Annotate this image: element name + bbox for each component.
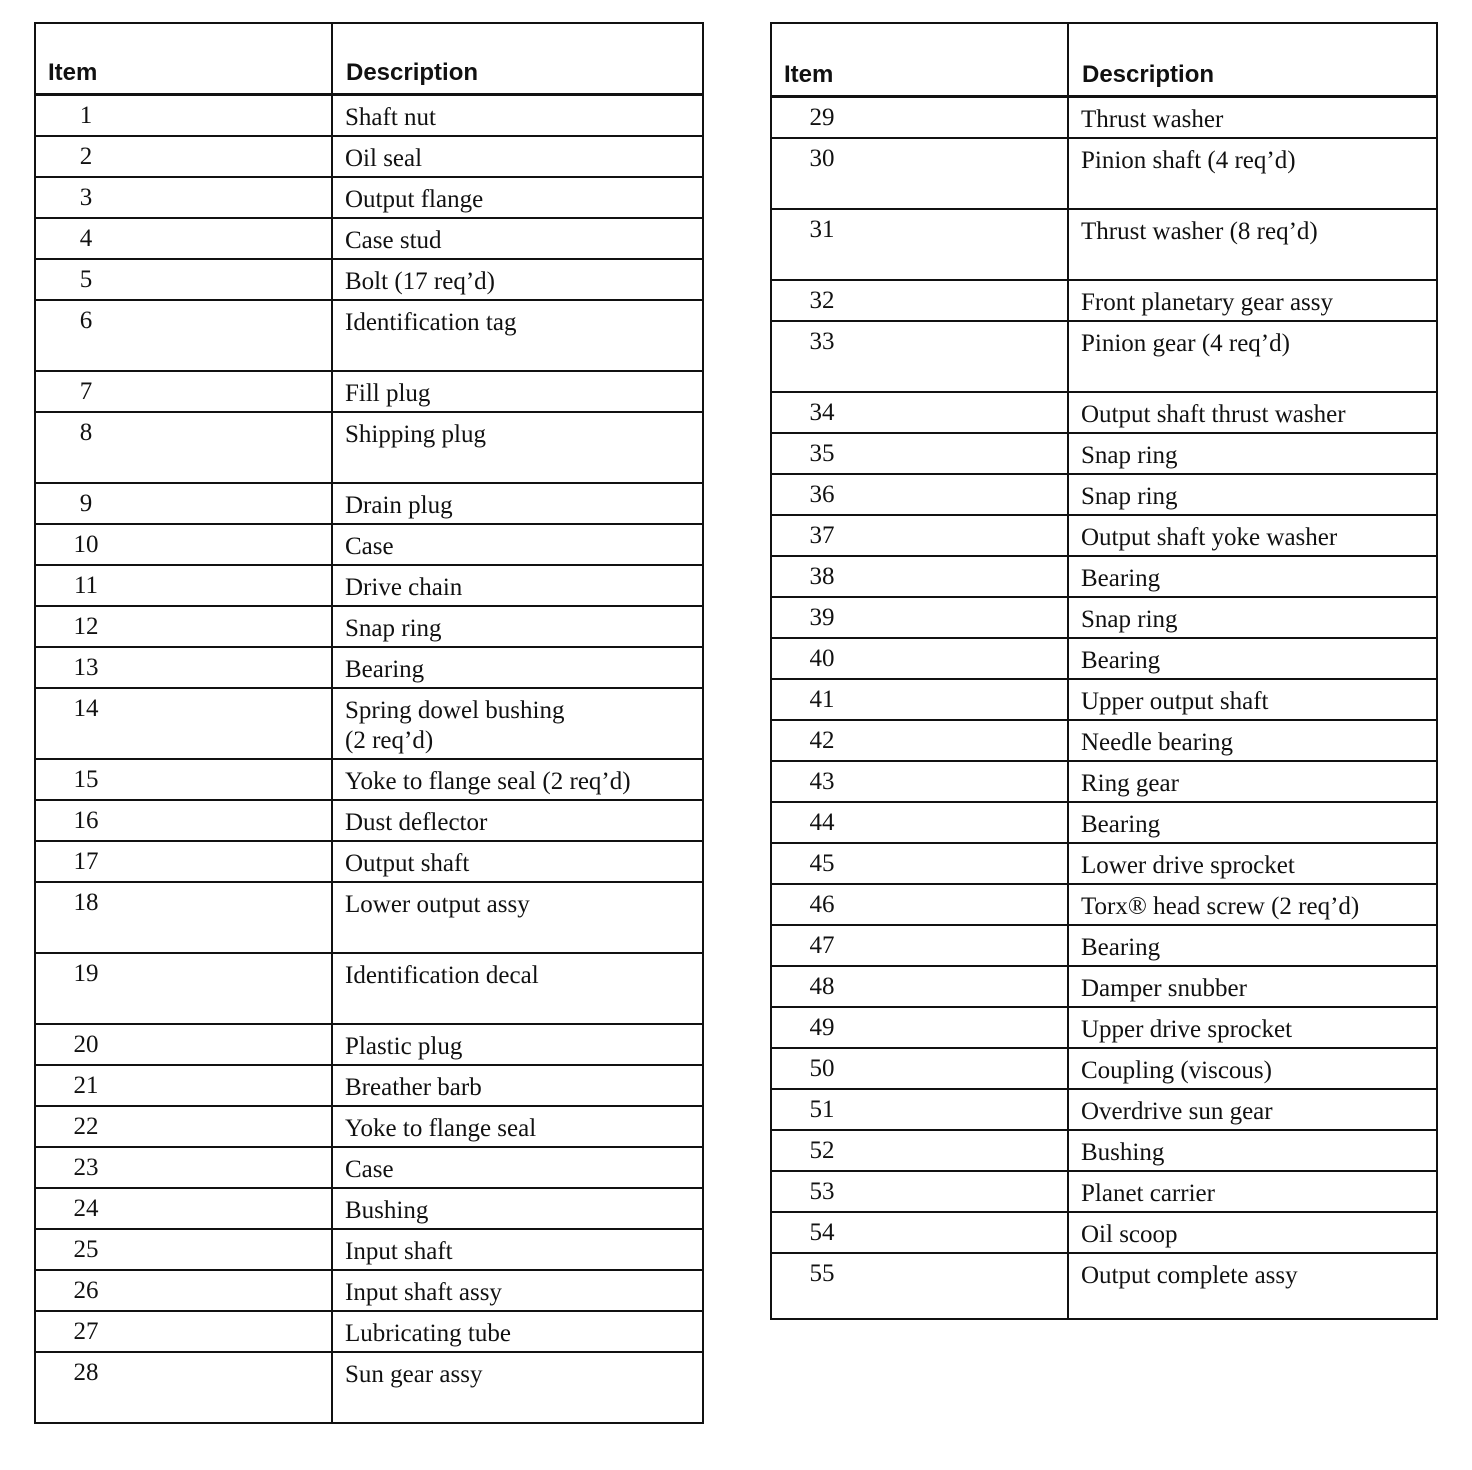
description-column-header: Description xyxy=(1082,61,1215,88)
table-row xyxy=(772,210,1436,281)
item-number: 13 xyxy=(73,654,99,681)
item-number: 42 xyxy=(809,727,835,754)
item-number: 39 xyxy=(809,604,835,631)
item-number: 18 xyxy=(73,889,99,916)
item-description: Bushing xyxy=(345,1197,429,1224)
table-row xyxy=(36,1312,702,1353)
item-description: Drain plug xyxy=(345,492,453,519)
item-description: Shaft nut xyxy=(345,104,436,131)
item-number: 2 xyxy=(79,143,93,170)
item-description: Snap ring xyxy=(1081,606,1178,633)
item-number: 10 xyxy=(73,531,99,558)
item-description: Output shaft yoke washer xyxy=(1081,524,1338,551)
item-description: Overdrive sun gear xyxy=(1081,1098,1273,1125)
item-number: 22 xyxy=(73,1113,99,1140)
item-description: Planet carrier xyxy=(1081,1180,1215,1207)
item-number: 30 xyxy=(809,145,835,172)
item-number: 31 xyxy=(809,216,835,243)
item-description: Thrust washer xyxy=(1081,106,1224,133)
item-description: Upper output shaft xyxy=(1081,688,1269,715)
item-description: Bearing xyxy=(1081,934,1161,961)
table-row xyxy=(772,434,1436,475)
table-row xyxy=(772,639,1436,680)
table-row xyxy=(36,689,702,760)
table-row xyxy=(36,1271,702,1312)
item-description: Bushing xyxy=(1081,1139,1165,1166)
item-number: 4 xyxy=(79,225,93,252)
table-row xyxy=(772,98,1436,139)
table-row xyxy=(36,1066,702,1107)
item-description: Output complete assy xyxy=(1081,1262,1298,1289)
item-number: 53 xyxy=(809,1178,835,1205)
item-description: Bearing xyxy=(1081,811,1161,838)
item-description: Needle bearing xyxy=(1081,729,1234,756)
item-number: 7 xyxy=(79,378,93,405)
table-row xyxy=(772,1131,1436,1172)
item-description: Yoke to flange seal xyxy=(345,1115,537,1142)
table-row xyxy=(772,139,1436,210)
table-row xyxy=(36,484,702,525)
table-body xyxy=(772,98,1436,1325)
table-row xyxy=(36,260,702,301)
item-number: 38 xyxy=(809,563,835,590)
table-row xyxy=(36,1148,702,1189)
item-number: 25 xyxy=(73,1236,99,1263)
item-description: Bearing xyxy=(345,656,425,683)
description-column-header: Description xyxy=(346,59,479,86)
item-number: 15 xyxy=(73,766,99,793)
item-description: Case xyxy=(345,533,394,560)
table-row xyxy=(772,680,1436,721)
item-number: 14 xyxy=(73,695,99,722)
item-column-header: Item xyxy=(48,59,98,86)
item-number: 23 xyxy=(73,1154,99,1181)
table-header xyxy=(36,22,702,96)
item-description: Pinion gear (4 req’d) xyxy=(1081,330,1290,357)
table-row xyxy=(772,322,1436,393)
table-row xyxy=(772,1254,1436,1325)
parts-table-left xyxy=(34,22,704,1424)
item-number: 40 xyxy=(809,645,835,672)
table-row xyxy=(36,1189,702,1230)
table-row xyxy=(772,721,1436,762)
item-number: 34 xyxy=(809,399,835,426)
table-row xyxy=(36,1025,702,1066)
table-row xyxy=(36,954,702,1025)
table-row xyxy=(772,281,1436,322)
item-description: Snap ring xyxy=(1081,483,1178,510)
item-number: 46 xyxy=(809,891,835,918)
table-row xyxy=(772,516,1436,557)
item-description: Bolt (17 req’d) xyxy=(345,268,495,295)
item-description: Identification decal xyxy=(345,962,539,989)
item-number: 21 xyxy=(73,1072,99,1099)
item-number: 5 xyxy=(79,266,93,293)
item-number: 20 xyxy=(73,1031,99,1058)
item-number: 49 xyxy=(809,1014,835,1041)
item-description: Fill plug xyxy=(345,380,431,407)
item-description: Output shaft thrust washer xyxy=(1081,401,1346,428)
item-description: Spring dowel bushing (2 req’d) xyxy=(345,697,565,754)
item-description: Case xyxy=(345,1156,394,1183)
item-description: Bearing xyxy=(1081,565,1161,592)
item-column-header: Item xyxy=(784,61,834,88)
table-row xyxy=(36,178,702,219)
item-number: 55 xyxy=(809,1260,835,1287)
item-description: Snap ring xyxy=(345,615,442,642)
table-row xyxy=(772,926,1436,967)
table-row xyxy=(36,760,702,801)
item-number: 6 xyxy=(79,307,93,334)
table-row xyxy=(772,1049,1436,1090)
item-description: Snap ring xyxy=(1081,442,1178,469)
table-row xyxy=(36,607,702,648)
item-description: Plastic plug xyxy=(345,1033,463,1060)
item-number: 41 xyxy=(809,686,835,713)
item-number: 44 xyxy=(809,809,835,836)
table-row xyxy=(772,762,1436,803)
table-row xyxy=(772,885,1436,926)
table-row xyxy=(36,413,702,484)
table-row xyxy=(36,1353,702,1424)
item-number: 3 xyxy=(79,184,93,211)
item-description: Yoke to flange seal (2 req’d) xyxy=(345,768,631,795)
item-number: 32 xyxy=(809,287,835,314)
table-row xyxy=(772,557,1436,598)
item-description: Oil seal xyxy=(345,145,423,172)
table-header xyxy=(772,22,1436,98)
table-row xyxy=(36,883,702,954)
table-row xyxy=(772,393,1436,434)
table-row xyxy=(772,967,1436,1008)
item-number: 45 xyxy=(809,850,835,877)
item-number: 47 xyxy=(809,932,835,959)
item-number: 12 xyxy=(73,613,99,640)
item-number: 48 xyxy=(809,973,835,1000)
item-description: Identification tag xyxy=(345,309,517,336)
item-description: Output flange xyxy=(345,186,484,213)
item-number: 24 xyxy=(73,1195,99,1222)
item-number: 11 xyxy=(73,572,99,599)
item-number: 29 xyxy=(809,104,835,131)
item-description: Lower drive sprocket xyxy=(1081,852,1295,879)
item-number: 1 xyxy=(79,102,93,129)
item-number: 36 xyxy=(809,481,835,508)
item-description: Lower output assy xyxy=(345,891,530,918)
table-body xyxy=(36,96,702,1424)
item-number: 37 xyxy=(809,522,835,549)
item-description: Input shaft assy xyxy=(345,1279,502,1306)
item-description: Sun gear assy xyxy=(345,1361,483,1388)
item-number: 54 xyxy=(809,1219,835,1246)
table-row xyxy=(36,96,702,137)
item-description: Output shaft xyxy=(345,850,470,877)
table-row xyxy=(36,842,702,883)
table-row xyxy=(772,1213,1436,1254)
item-number: 50 xyxy=(809,1055,835,1082)
item-description: Drive chain xyxy=(345,574,463,601)
item-description: Bearing xyxy=(1081,647,1161,674)
item-number: 43 xyxy=(809,768,835,795)
item-number: 9 xyxy=(79,490,93,517)
table-row xyxy=(772,803,1436,844)
table-row xyxy=(772,1090,1436,1131)
item-description: Dust deflector xyxy=(345,809,488,836)
item-number: 28 xyxy=(73,1359,99,1386)
item-number: 35 xyxy=(809,440,835,467)
item-description: Front planetary gear assy xyxy=(1081,289,1334,316)
item-number: 27 xyxy=(73,1318,99,1345)
item-description: Damper snubber xyxy=(1081,975,1247,1002)
item-number: 16 xyxy=(73,807,99,834)
item-number: 26 xyxy=(73,1277,99,1304)
table-row xyxy=(36,137,702,178)
item-number: 19 xyxy=(73,960,99,987)
item-description: Torx® head screw (2 req’d) xyxy=(1081,893,1360,920)
table-row xyxy=(772,475,1436,516)
table-row xyxy=(772,1172,1436,1213)
table-row xyxy=(36,1230,702,1271)
item-number: 52 xyxy=(809,1137,835,1164)
item-description: Ring gear xyxy=(1081,770,1179,797)
table-row xyxy=(36,525,702,566)
table-row xyxy=(772,598,1436,639)
item-description: Thrust washer (8 req’d) xyxy=(1081,218,1318,245)
table-row xyxy=(36,566,702,607)
item-description: Breather barb xyxy=(345,1074,482,1101)
item-number: 51 xyxy=(809,1096,835,1123)
item-number: 8 xyxy=(79,419,93,446)
table-row xyxy=(36,1107,702,1148)
table-row xyxy=(772,1008,1436,1049)
item-description: Input shaft xyxy=(345,1238,453,1265)
item-description: Case stud xyxy=(345,227,442,254)
parts-table-right xyxy=(770,22,1438,1320)
item-description: Coupling (viscous) xyxy=(1081,1057,1272,1084)
item-number: 33 xyxy=(809,328,835,355)
table-row xyxy=(772,844,1436,885)
table-row xyxy=(36,801,702,842)
item-description: Upper drive sprocket xyxy=(1081,1016,1293,1043)
item-description: Pinion shaft (4 req’d) xyxy=(1081,147,1296,174)
table-row xyxy=(36,372,702,413)
item-description: Oil scoop xyxy=(1081,1221,1178,1248)
table-row xyxy=(36,301,702,372)
item-description: Lubricating tube xyxy=(345,1320,511,1347)
item-description: Shipping plug xyxy=(345,421,486,448)
item-number: 17 xyxy=(73,848,99,875)
table-row xyxy=(36,219,702,260)
table-row xyxy=(36,648,702,689)
